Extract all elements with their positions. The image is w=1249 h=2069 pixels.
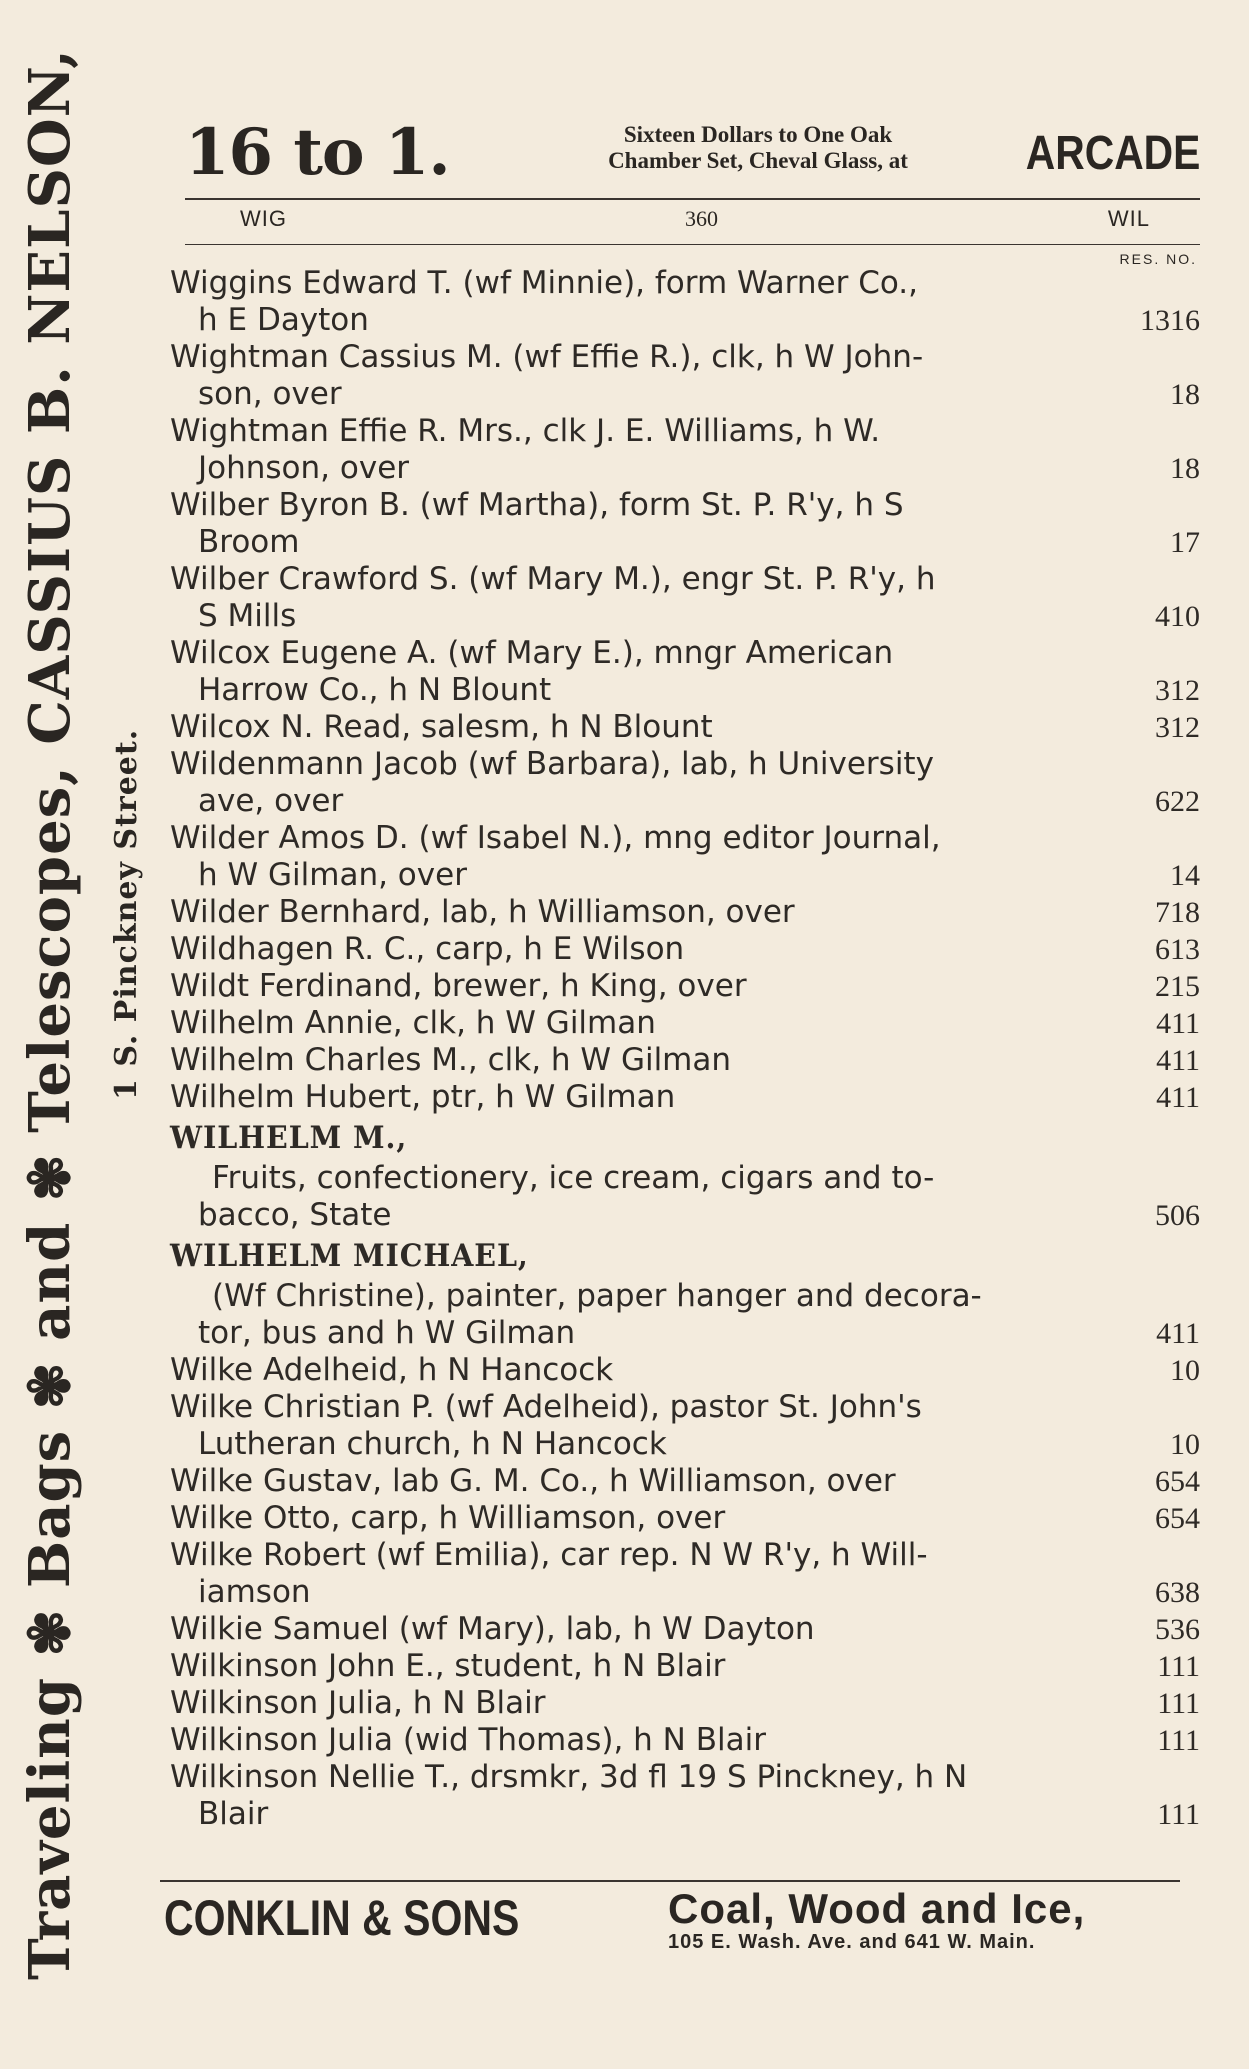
entry-text: [170, 1611, 1200, 1648]
directory-entry: [170, 709, 1200, 746]
entry-text: [170, 1389, 1200, 1426]
directory-entry: [170, 968, 1200, 1005]
entry-text-continued: [170, 302, 1200, 339]
residence-number: 10: [1170, 1428, 1200, 1461]
residence-number: 312: [1155, 711, 1200, 744]
guide-rule: [185, 244, 1200, 245]
guide-word-right: WIL: [1107, 206, 1150, 231]
directory-entry: [170, 487, 1200, 561]
directory-entry: [170, 1648, 1200, 1685]
entry-line-text: ave, over: [198, 783, 344, 819]
entry-text: [170, 1160, 1200, 1197]
entry-line-text: Wilcox Eugene A. (wf Mary E.), mngr American: [170, 635, 894, 671]
residence-number: 111: [1157, 1650, 1200, 1683]
directory-entry: [170, 1537, 1200, 1611]
residence-number: 411: [1156, 1044, 1200, 1077]
page-header-ad: [185, 115, 1200, 198]
entry-line-text: Wilkinson Julia (wid Thomas), h N Blair: [170, 1722, 766, 1758]
entry-line-text: Wildenmann Jacob (wf Barbara), lab, h University: [170, 746, 934, 782]
residence-number: 411: [1156, 1007, 1200, 1040]
directory-entry: [170, 746, 1200, 820]
residence-number: 10: [1170, 1354, 1200, 1387]
directory-entry: [170, 561, 1200, 635]
entry-line-text: Johnson, over: [198, 450, 410, 486]
entry-line-text: son, over: [198, 376, 342, 412]
residence-number: 111: [1157, 1724, 1200, 1757]
entry-line-text: Wilke Robert (wf Emilia), car rep. N W R'y, h Will-: [170, 1537, 928, 1573]
entry-text: [170, 1352, 1200, 1389]
entry-text-continued: [170, 672, 1200, 709]
header-tagline: [523, 122, 993, 174]
entry-line-text: Fruits, confectionery, ice cream, cigars and to-: [212, 1160, 935, 1196]
directory-entry: [170, 1463, 1200, 1500]
directory-entry: [170, 413, 1200, 487]
directory-entry: [170, 894, 1200, 931]
entry-line-text: Wilke Christian P. (wf Adelheid), pastor St. John's: [170, 1389, 922, 1425]
entry-text: [170, 265, 1200, 302]
residence-number: 654: [1155, 1502, 1200, 1535]
header-tagline-line-1: Sixteen Dollars to One Oak: [623, 122, 893, 147]
header-store-name: ARCADE: [1025, 127, 1200, 180]
directory-entry: [170, 1160, 1200, 1234]
entry-text: [170, 1079, 1200, 1116]
entry-line-text: Wilhelm Annie, clk, h W Gilman: [170, 1005, 656, 1041]
residence-number: 536: [1155, 1613, 1200, 1646]
entry-line-text: Wilhelm Charles M., clk, h W Gilman: [170, 1042, 732, 1078]
residence-number: 14: [1170, 859, 1200, 892]
entry-line-text: iamson: [198, 1574, 311, 1610]
entry-text: [170, 413, 1200, 450]
residence-number: 506: [1155, 1199, 1200, 1232]
entry-line-text: Wildt Ferdinand, brewer, h King, over: [170, 968, 747, 1004]
entry-line-text: Wilkie Samuel (wf Mary), lab, h W Dayton: [170, 1611, 815, 1647]
directory-entry: [170, 1352, 1200, 1389]
entry-text: [170, 1685, 1200, 1722]
residence-number: 312: [1155, 674, 1200, 707]
entry-text: [170, 1537, 1200, 1574]
header-tagline-line-2: Chamber Set, Cheval Glass, at: [608, 148, 908, 173]
featured-entry-name: WILHELM M.,: [170, 1120, 408, 1156]
featured-entry-name: WILHELM MICHAEL,: [170, 1238, 529, 1274]
entry-text: [170, 931, 1200, 968]
entry-text: [170, 1759, 1200, 1796]
side-ad-line-1: Traveling ✾ Bags ✾ and ✾ Telescopes, CASSIUS B. NELSON,: [17, 48, 83, 1980]
header-brand: 16 to 1.: [185, 115, 450, 190]
residence-number: 638: [1155, 1576, 1200, 1609]
side-ad-line-2: 1 S. Pinckney Street.: [108, 728, 144, 1100]
residence-number: 622: [1155, 785, 1200, 818]
residence-number: 17: [1170, 526, 1200, 559]
footer-products: Coal, Wood and Ice,: [668, 1885, 1086, 1932]
directory-entry: [170, 1500, 1200, 1537]
footer-company-name: CONKLIN & SONS: [164, 1890, 520, 1946]
entry-line-text: Wilcox N. Read, salesm, h N Blount: [170, 709, 713, 745]
entry-text: [170, 1042, 1200, 1079]
entry-line-text: Wildhagen R. C., carp, h E Wilson: [170, 931, 685, 967]
entry-text-continued: [170, 598, 1200, 635]
entry-line-text: tor, bus and h W Gilman: [198, 1315, 576, 1351]
entry-line-text: Wiggins Edward T. (wf Minnie), form Warner Co.,: [170, 265, 918, 301]
entry-line-text: Wilkinson Nellie T., drsmkr, 3d fl 19 S Pinckney, h N: [170, 1759, 968, 1795]
entry-line-text: Wilber Crawford S. (wf Mary M.), engr St. P. R'y, h: [170, 561, 936, 597]
residence-number: 1316: [1140, 304, 1200, 337]
entry-line-text: Wightman Cassius M. (wf Effie R.), clk, h W John-: [170, 339, 924, 375]
directory-entry: [170, 1685, 1200, 1722]
entry-text: [170, 1500, 1200, 1537]
residence-number: 654: [1155, 1465, 1200, 1498]
directory-entry: [170, 820, 1200, 894]
entry-line-text: S Mills: [198, 598, 297, 634]
residence-number: 613: [1155, 933, 1200, 966]
entry-text: [170, 1005, 1200, 1042]
directory-listings: [170, 265, 1200, 1865]
entry-line-text: Wightman Effie R. Mrs., clk J. E. Williams, h W.: [170, 413, 881, 449]
entry-line-text: Wilke Gustav, lab G. M. Co., h Williamson, over: [170, 1463, 896, 1499]
entry-line-text: Wilder Amos D. (wf Isabel N.), mng editor Journal,: [170, 820, 941, 856]
guide-words-row: [185, 202, 1200, 238]
residence-number: 111: [1157, 1798, 1200, 1831]
entry-text: [170, 894, 1200, 931]
entry-line-text: Wilke Adelheid, h N Hancock: [170, 1352, 614, 1388]
entry-line-text: Broom: [198, 524, 300, 560]
entry-text-continued: [170, 450, 1200, 487]
directory-entry: [170, 1389, 1200, 1463]
directory-entry: [170, 1722, 1200, 1759]
directory-entry: [170, 1759, 1200, 1833]
residence-number: 718: [1155, 896, 1200, 929]
directory-entry: [170, 339, 1200, 413]
entry-text-continued: [170, 524, 1200, 561]
entry-text-continued: [170, 783, 1200, 820]
entry-text: [170, 561, 1200, 598]
entry-line-text: Wilkinson Julia, h N Blair: [170, 1685, 546, 1721]
residence-number: 111: [1157, 1687, 1200, 1720]
entry-text-continued: [170, 1426, 1200, 1463]
entry-line-text: h E Dayton: [198, 302, 369, 338]
entry-line-text: Wilder Bernhard, lab, h Williamson, over: [170, 894, 795, 930]
entry-text-continued: [170, 376, 1200, 413]
entry-text-continued: [170, 1197, 1200, 1234]
entry-text: [170, 1278, 1200, 1315]
directory-entry: [170, 1611, 1200, 1648]
entry-line-text: Wilber Byron B. (wf Martha), form St. P. R'y, h S: [170, 487, 904, 523]
res-no-column-label: RES. NO.: [1119, 251, 1197, 267]
entry-text: [170, 820, 1200, 857]
residence-number: 411: [1156, 1081, 1200, 1114]
directory-entry: [170, 1042, 1200, 1079]
entry-line-text: Wilke Otto, carp, h Williamson, over: [170, 1500, 726, 1536]
entry-line-text: Lutheran church, h N Hancock: [198, 1426, 667, 1462]
entry-text: [170, 635, 1200, 672]
entry-line-text: Harrow Co., h N Blount: [198, 672, 552, 708]
directory-entry: [170, 635, 1200, 709]
entry-line-text: bacco, State: [198, 1197, 392, 1233]
entry-text: [170, 1722, 1200, 1759]
entry-line-text: h W Gilman, over: [198, 857, 467, 893]
entry-text: [170, 968, 1200, 1005]
page-number: 360: [685, 206, 718, 231]
entry-text-continued: [170, 1796, 1200, 1833]
entry-text-continued: [170, 857, 1200, 894]
entry-line-text: (Wf Christine), painter, paper hanger and decora-: [212, 1278, 982, 1314]
entry-line-text: Wilkinson John E., student, h N Blair: [170, 1648, 726, 1684]
header-rule: [185, 198, 1200, 200]
entry-text: [170, 339, 1200, 376]
entry-text: [170, 487, 1200, 524]
directory-entry: [170, 265, 1200, 339]
entry-text: [170, 746, 1200, 783]
directory-entry: [170, 1278, 1200, 1352]
entry-text: [170, 1463, 1200, 1500]
directory-entry: [170, 1079, 1200, 1116]
guide-word-left: WIG: [240, 206, 287, 231]
residence-number: 215: [1155, 970, 1200, 1003]
directory-entry: [170, 931, 1200, 968]
entry-line-text: Wilhelm Hubert, ptr, h W Gilman: [170, 1079, 676, 1115]
entry-text-continued: [170, 1574, 1200, 1611]
residence-number: 18: [1170, 452, 1200, 485]
entry-text: [170, 709, 1200, 746]
entry-text-continued: [170, 1315, 1200, 1352]
page-footer-ad: [160, 1882, 1190, 1952]
footer-address: 105 E. Wash. Ave. and 641 W. Main.: [668, 1931, 1036, 1953]
residence-number: 410: [1155, 600, 1200, 633]
entry-line-text: Blair: [198, 1796, 269, 1832]
residence-number: 411: [1156, 1317, 1200, 1350]
directory-entry: [170, 1005, 1200, 1042]
residence-number: 18: [1170, 378, 1200, 411]
entry-text: [170, 1648, 1200, 1685]
